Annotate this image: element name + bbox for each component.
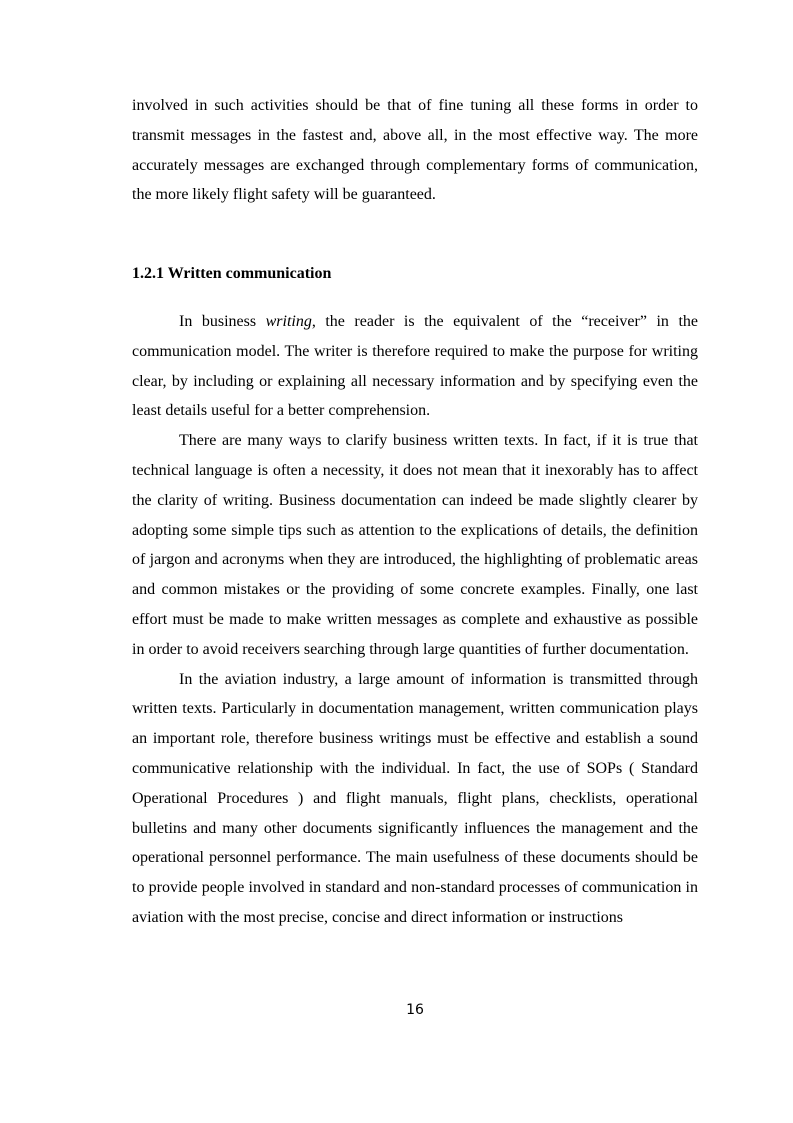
- paragraph-business-writing: [132, 307, 698, 426]
- paragraph-1-before: In business: [179, 313, 266, 330]
- page-number: 16: [406, 1002, 424, 1018]
- intro-paragraph: involved in such activities should be that of fine tuning all these forms in order to transmit messages in the fastest and, above all, in the most effective way. The more accurately messages are exchanged through complementary forms of communication, the more likely flight safety will be guaranteed.: [132, 97, 698, 204]
- paragraph-clarify-texts: There are many ways to clarify business written texts. In fact, if it is true that technical language is often a necessity, it does not mean that it inexorably has to affect the clarity of writing. Business documentation can indeed be made slightly clearer by adopting some simple tips such as attention to the explications of details, the definition of jargon and acronyms when they are introduced, the highlighting of problematic areas and common mistakes or the providing of some concrete examples. Finally, one last effort must be made to make written messages as complete and exhaustive as possible in order to avoid receivers searching through large quantities of further documentation.: [132, 432, 698, 658]
- intro-text-block: [132, 91, 698, 210]
- section-heading: 1.2.1 Written communication: [132, 265, 332, 282]
- paragraph-1-italic: writing: [265, 313, 312, 330]
- body-text-block: [132, 307, 698, 933]
- paragraph-1-after: , the reader is the equivalent of the “receiver” in the communication model. The writer is therefore required to make the purpose for writing clear, by including or explaining all necessary information and by specifying even the least details useful for a better comprehension.: [132, 313, 698, 420]
- paragraph-aviation-industry: In the aviation industry, a large amount of information is transmitted through written texts. Particularly in documentation management, written communication plays an important role, therefore business writings must be effective and establish a sound communicative relationship with the individual. In fact, the use of SOPs ( Standard Operational Procedures ) and flight manuals, flight plans, checklists, operational bulletins and many other documents significantly influences the management and the operational personnel performance. The main usefulness of these documents should be to provide people involved in standard and non-standard processes of communication in aviation with the most precise, concise and direct information or instructions: [132, 670, 698, 926]
